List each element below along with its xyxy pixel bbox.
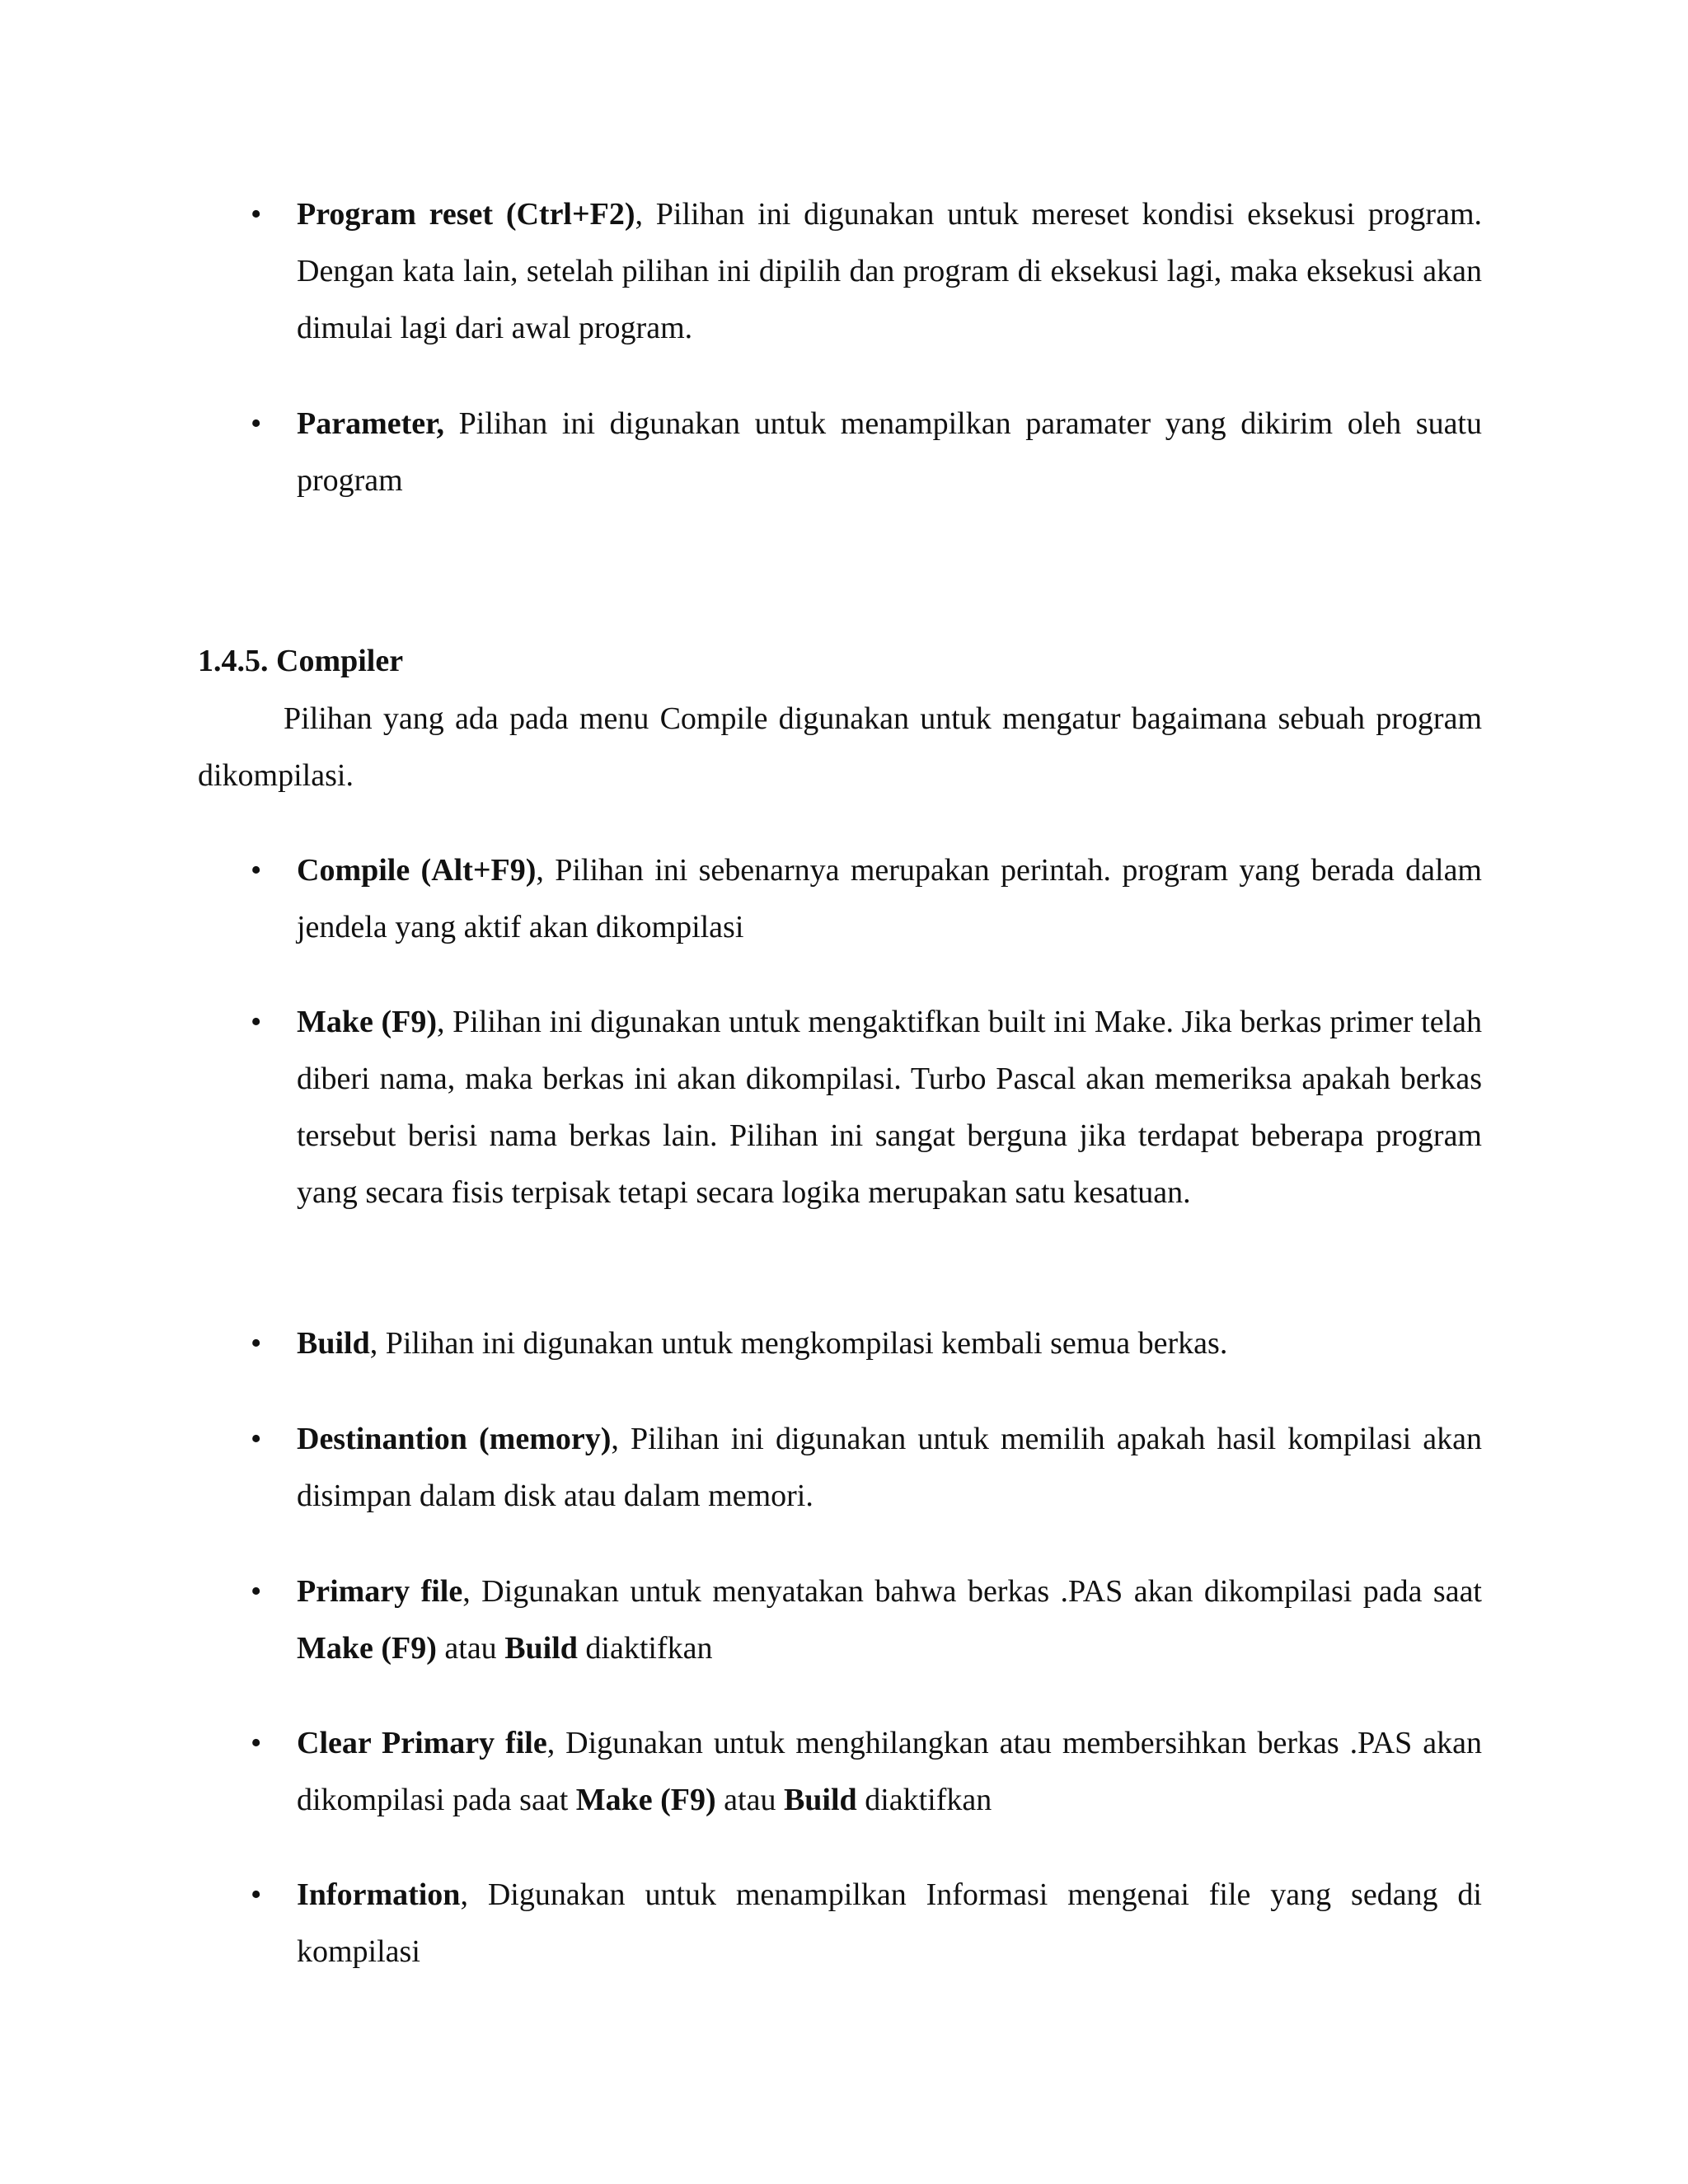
list-item-text [297, 1411, 1482, 1525]
term-description: , Digunakan untuk menyatakan bahwa berkas .PAS akan dikompilasi pada saat [462, 1574, 1482, 1609]
term-description: , Pilihan ini digunakan untuk mengkompilasi kembali semua berkas. [369, 1326, 1228, 1361]
list-item-make [251, 994, 1482, 1221]
list-item-text [297, 1867, 1482, 1980]
bullet-icon: • [251, 1326, 262, 1361]
term-label: Program reset (Ctrl+F2) [297, 197, 635, 232]
bullet-icon: • [251, 1726, 262, 1760]
term-description-end: diaktifkan [577, 1631, 713, 1666]
list-item-text [297, 994, 1482, 1221]
term-description: Pilihan ini digunakan untuk menampilkan paramater yang dikirim oleh suatu program [297, 406, 1482, 498]
term-label: Information [297, 1877, 461, 1912]
bullet-icon: • [251, 1422, 262, 1456]
list-item-text [297, 1563, 1482, 1677]
term-label: Make (F9) [297, 1005, 438, 1039]
bullet-icon: • [251, 406, 262, 441]
bullet-icon: • [251, 853, 262, 888]
term-description-connector: atau [715, 1783, 784, 1817]
term-description: , Digunakan untuk menghilangkan atau membersihkan berkas .PAS akan dikompilasi pada saat [297, 1726, 1482, 1817]
list-item-text [297, 396, 1482, 509]
list-item-primary-file [251, 1563, 1482, 1677]
list-item-text [297, 1315, 1482, 1372]
term-label: Compile (Alt+F9) [297, 853, 537, 888]
list-item-build [251, 1315, 1482, 1372]
term-label: Primary file [297, 1574, 463, 1609]
section-heading: 1.4.5. Compiler [198, 644, 404, 678]
list-item-text [297, 186, 1482, 357]
term-label: Clear Primary file [297, 1726, 547, 1760]
term-description: , Pilihan ini digunakan untuk memilih apakah hasil kompilasi akan disimpan dalam disk atau dalam memori. [297, 1422, 1482, 1513]
bullet-icon: • [251, 1005, 262, 1039]
term-label: Build [297, 1326, 370, 1361]
bullet-icon: • [251, 1574, 262, 1609]
inline-bold-build: Build [783, 1783, 857, 1817]
term-label: Parameter, [297, 406, 444, 441]
term-description: , Pilihan ini sebenarnya merupakan perintah. program yang berada dalam jendela yang aktif akan dikompilasi [297, 853, 1482, 944]
section-intro-paragraph: Pilihan yang ada pada menu Compile digunakan untuk mengatur bagaimana sebuah program dikompilasi. [198, 701, 1482, 793]
list-item-clear-primary-file [251, 1715, 1482, 1829]
term-description: , Pilihan ini digunakan untuk mengaktifkan built ini Make. Jika berkas primer telah diberi nama, maka berkas ini akan dikompilasi. Turbo Pascal akan memeriksa apakah berkas tersebut berisi nama berkas lain. Pilihan ini sangat berguna jika terdapat beberapa program yang secara fisis terpisak tetapi secara logika merupakan satu kesatuan. [297, 1005, 1482, 1210]
list-item-destination [251, 1411, 1482, 1525]
bullet-icon: • [251, 197, 262, 232]
list-item-parameter [251, 396, 1482, 509]
list-item-text [297, 1715, 1482, 1829]
term-description-connector: atau [436, 1631, 505, 1666]
list-item-program-reset [251, 186, 1482, 357]
list-item-text [297, 842, 1482, 956]
inline-bold-make: Make (F9) [297, 1631, 437, 1666]
list-item-information [251, 1867, 1482, 1980]
inline-bold-build: Build [504, 1631, 578, 1666]
list-item-compile [251, 842, 1482, 956]
bullet-icon: • [251, 1877, 262, 1912]
term-description: , Digunakan untuk menampilkan Informasi mengenai file yang sedang di kompilasi [297, 1877, 1482, 1969]
term-description: , Pilihan ini digunakan untuk mereset kondisi eksekusi program. Dengan kata lain, setelah pilihan ini dipilih dan program di eksekusi lagi, maka eksekusi akan dimulai lagi dari awal program. [297, 197, 1482, 345]
term-label: Destinantion (memory) [297, 1422, 612, 1456]
term-description-end: diaktifkan [856, 1783, 992, 1817]
inline-bold-make: Make (F9) [575, 1783, 716, 1817]
